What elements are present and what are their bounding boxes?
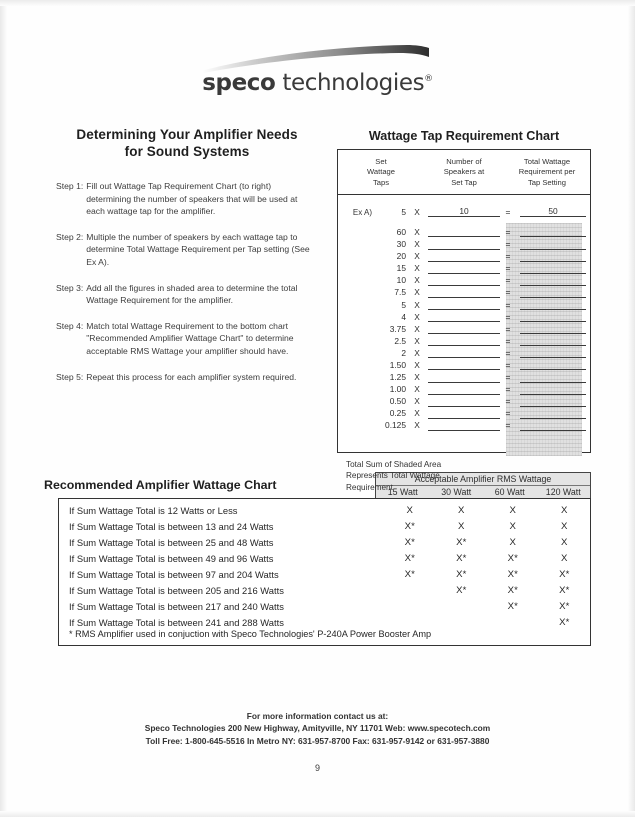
- speakers-input-field[interactable]: [428, 275, 500, 286]
- tap-row: [338, 371, 590, 383]
- speakers-value: [428, 396, 500, 407]
- table-row: [59, 566, 590, 582]
- footer-note-line: Represents Total Wattage: [346, 471, 440, 481]
- tap-row: [338, 262, 590, 274]
- total-value: [520, 384, 586, 395]
- registered-mark-icon: ®: [424, 74, 433, 84]
- table-row: [59, 550, 590, 566]
- cell-120w: X*: [559, 617, 570, 629]
- equals-symbol: =: [505, 384, 511, 395]
- multiply-symbol: X: [414, 275, 420, 286]
- tap-value: 3.75: [389, 323, 406, 334]
- cell-60w: X*: [507, 552, 518, 564]
- tap-value: 0.25: [389, 408, 406, 419]
- cell-30w: X*: [456, 552, 467, 564]
- speakers-input-field[interactable]: [428, 323, 500, 334]
- step-item: [56, 231, 318, 269]
- tap-row: [338, 407, 590, 419]
- scan-edge-right: [628, 0, 635, 817]
- multiply-symbol: X: [414, 311, 420, 322]
- cell-30w: X*: [456, 536, 467, 548]
- tap-value: 2: [401, 347, 406, 358]
- example-speakers-field: [428, 206, 500, 217]
- multiply-symbol: X: [414, 396, 420, 407]
- cell-60w: X*: [507, 568, 518, 580]
- cell-60w: X: [509, 504, 516, 516]
- cell-120w: X: [561, 552, 568, 564]
- cell-15w: X*: [404, 520, 415, 532]
- cell-120w: X: [561, 536, 568, 548]
- step-label: Step 4:: [56, 320, 84, 331]
- page-footer: [0, 710, 635, 747]
- equals-symbol: =: [505, 396, 511, 407]
- speakers-value: [428, 347, 500, 358]
- speakers-value: [428, 239, 500, 250]
- speakers-value: [428, 226, 500, 237]
- tap-chart-footer-note: [346, 459, 496, 493]
- multiply-symbol: X: [414, 323, 420, 334]
- company-logo: [0, 44, 635, 96]
- tap-chart-header-row: [338, 150, 590, 195]
- tap-value: 1.25: [389, 372, 406, 383]
- equals-symbol: =: [505, 420, 511, 431]
- header-total-wattage: [504, 157, 590, 188]
- total-value: [520, 287, 586, 298]
- recommended-chart-title: Recommended Amplifier Wattage Chart: [44, 478, 277, 492]
- tap-value: 10: [396, 275, 406, 286]
- equals-symbol: =: [505, 251, 511, 262]
- total-input-field[interactable]: [516, 226, 590, 237]
- speakers-value: [428, 323, 500, 334]
- page-title-line1: Determining Your Amplifier Needs: [76, 127, 298, 142]
- tap-value: 1.00: [389, 384, 406, 395]
- total-input-field[interactable]: [516, 359, 590, 370]
- header-line: Set: [375, 157, 387, 166]
- speakers-value: [428, 384, 500, 395]
- speakers-value: [428, 275, 500, 286]
- total-input-field[interactable]: [516, 372, 590, 383]
- multiply-symbol: X: [414, 359, 420, 370]
- step-label: Step 1:: [56, 181, 84, 191]
- cell-60w: X: [509, 536, 516, 548]
- row-description: If Sum Wattage Total is between 25 and 48 Watts: [69, 536, 274, 548]
- rms-column-header-120w: 120 Watt: [545, 487, 581, 497]
- multiply-symbol: X: [414, 263, 420, 274]
- total-value: [520, 239, 586, 250]
- cell-60w: X: [509, 520, 516, 532]
- equals-symbol: =: [505, 347, 511, 358]
- total-value: [520, 311, 586, 322]
- speakers-input-field[interactable]: [428, 335, 500, 346]
- example-total-field: [516, 206, 590, 217]
- total-value: [520, 323, 586, 334]
- total-value: [520, 299, 586, 310]
- row-description: If Sum Wattage Total is 12 Watts or Less: [69, 504, 238, 516]
- speakers-value: [428, 311, 500, 322]
- multiply-symbol: X: [414, 299, 420, 310]
- example-label: Ex A): [352, 207, 372, 217]
- equals-symbol: =: [505, 206, 511, 217]
- equals-symbol: =: [505, 311, 511, 322]
- table-row: [59, 599, 590, 615]
- total-value: [520, 359, 586, 370]
- total-input-field[interactable]: [516, 287, 590, 298]
- row-description: If Sum Wattage Total is between 205 and 216 Watts: [69, 585, 284, 597]
- scan-edge-bottom: [0, 811, 635, 817]
- total-value: [520, 396, 586, 407]
- tap-value: 15: [396, 263, 406, 274]
- table-row: [59, 534, 590, 550]
- example-speakers-value: 10: [428, 206, 500, 217]
- total-input-field[interactable]: [516, 251, 590, 262]
- step-label: Step 2:: [56, 231, 84, 242]
- logo-speco: speco: [202, 70, 276, 96]
- page-title-line2: for Sound Systems: [124, 144, 250, 159]
- multiply-symbol: X: [414, 408, 420, 419]
- cell-120w: X*: [559, 585, 570, 597]
- cell-30w: X: [458, 520, 465, 532]
- example-total-value: 50: [520, 206, 586, 217]
- row-description: If Sum Wattage Total is between 49 and 96 Watts: [69, 552, 274, 564]
- row-description: If Sum Wattage Total is between 241 and 288 Watts: [69, 617, 284, 629]
- total-input-field[interactable]: [516, 408, 590, 419]
- table-row: [59, 502, 590, 518]
- footer-line-2: Speco Technologies 200 New Highway, Amityville, NY 11701 Web: www.specotech.com: [144, 723, 491, 734]
- equals-symbol: =: [505, 287, 511, 298]
- tap-row: [338, 250, 590, 262]
- speakers-input-field[interactable]: [428, 384, 500, 395]
- equals-symbol: =: [505, 372, 511, 383]
- header-line: Tap Setting: [528, 177, 566, 187]
- scan-edge-left: [0, 0, 7, 817]
- logo-wordmark: [0, 70, 635, 96]
- speakers-input-field[interactable]: [428, 396, 500, 407]
- instructions-column: [56, 126, 318, 396]
- speakers-input-field[interactable]: [428, 311, 500, 322]
- step-text: Add all the figures in shaded area to determine the total Wattage Requirement for the amplifier.: [86, 282, 298, 306]
- cell-120w: X: [561, 504, 568, 516]
- cell-120w: X: [561, 520, 568, 532]
- tap-row: [338, 335, 590, 347]
- tap-row: [338, 226, 590, 238]
- equals-symbol: =: [505, 275, 511, 286]
- tap-row: [338, 311, 590, 323]
- tap-row: [338, 238, 590, 250]
- equals-symbol: =: [505, 299, 511, 310]
- equals-symbol: =: [505, 239, 511, 250]
- step-item: [56, 180, 318, 218]
- multiply-symbol: X: [414, 335, 420, 346]
- recommended-amplifier-wattage-table: [58, 498, 591, 646]
- total-value: [520, 275, 586, 286]
- header-line: Set Tap: [451, 177, 477, 187]
- total-input-field[interactable]: [516, 263, 590, 274]
- logo-technologies: technologies: [275, 70, 425, 96]
- cell-60w: X*: [507, 585, 518, 597]
- rms-column-header-15w: 15 Watt: [387, 487, 418, 497]
- total-value: [520, 372, 586, 383]
- step-text: Repeat this process for each amplifier system required.: [86, 371, 297, 382]
- rms-header-title: Acceptable Amplifier RMS Wattage: [376, 473, 590, 486]
- equals-symbol: =: [505, 323, 511, 334]
- header-set-wattage-taps: [338, 157, 424, 188]
- multiply-symbol: X: [414, 420, 420, 431]
- total-value: [520, 420, 586, 431]
- multiply-symbol: X: [414, 347, 420, 358]
- total-input-field[interactable]: [516, 396, 590, 407]
- tap-row: [338, 359, 590, 371]
- rms-column-header-30w: 30 Watt: [441, 487, 472, 497]
- step-text: Match total Wattage Requirement to the bottom chart "Recommended Amplifier Wattage Chart" to determine acceptable RMS Wattage your amplifier should have.: [86, 320, 294, 356]
- step-item: [56, 320, 318, 358]
- tap-chart-title: Wattage Tap Requirement Chart: [368, 129, 560, 143]
- footer-note-line: Requirement: [346, 482, 393, 492]
- total-value: [520, 347, 586, 358]
- step-text: Fill out Wattage Tap Requirement Chart (to right) determining the number of speakers that will be used at each wattage tap for the amplifier.: [86, 181, 298, 217]
- multiply-symbol: X: [414, 226, 420, 237]
- speakers-input-field[interactable]: [428, 299, 500, 310]
- header-line: Speakers at: [443, 167, 485, 177]
- speakers-input-field[interactable]: [428, 359, 500, 370]
- equals-symbol: =: [505, 226, 511, 237]
- tap-value: 7.5: [394, 287, 406, 298]
- tap-row-example: [338, 195, 590, 218]
- scan-edge-top: [0, 0, 635, 6]
- speakers-value: [428, 420, 500, 431]
- multiply-symbol: X: [414, 239, 420, 250]
- tap-row: [338, 286, 590, 298]
- total-input-field[interactable]: [516, 335, 590, 346]
- total-input-field[interactable]: [516, 311, 590, 322]
- speakers-value: [428, 263, 500, 274]
- multiply-symbol: X: [414, 384, 420, 395]
- step-item: [56, 282, 318, 307]
- total-value: [520, 226, 586, 237]
- tap-row: [338, 383, 590, 395]
- cell-30w: X*: [456, 585, 467, 597]
- speakers-input-field[interactable]: [428, 226, 500, 237]
- speakers-input-field[interactable]: [428, 287, 500, 298]
- row-description: If Sum Wattage Total is between 97 and 204 Watts: [69, 568, 279, 580]
- footnote: * RMS Amplifier used in conjuction with Speco Technologies' P-240A Power Booster Amp: [69, 629, 432, 639]
- tap-row: [338, 274, 590, 286]
- header-line: Number of: [446, 157, 482, 166]
- table-row: [59, 582, 590, 598]
- tap-value: 60: [396, 226, 406, 237]
- speakers-input-field[interactable]: [428, 347, 500, 358]
- tap-row: [338, 298, 590, 310]
- page-number: 9: [314, 763, 320, 773]
- speakers-value: [428, 408, 500, 419]
- page-title: [56, 126, 318, 160]
- tap-row: [338, 347, 590, 359]
- equals-symbol: =: [505, 408, 511, 419]
- footer-note-line: Total Sum of Shaded Area: [346, 459, 442, 469]
- multiply-symbol: X: [414, 206, 420, 217]
- tap-row: [338, 395, 590, 407]
- tap-value: 2.5: [394, 335, 406, 346]
- tap-value: 0.50: [389, 396, 406, 407]
- cell-30w: X: [458, 504, 465, 516]
- multiply-symbol: X: [414, 287, 420, 298]
- speakers-input-field[interactable]: [428, 251, 500, 262]
- cell-15w: X*: [404, 568, 415, 580]
- cell-120w: X*: [559, 601, 570, 613]
- total-value: [520, 251, 586, 262]
- tap-value: 20: [396, 251, 406, 262]
- total-input-field[interactable]: [516, 299, 590, 310]
- example-tap-value: 5: [401, 206, 406, 217]
- tap-value: 0.125: [385, 420, 406, 431]
- cell-15w: X*: [404, 552, 415, 564]
- rms-column-header-60w: 60 Watt: [494, 487, 525, 497]
- cell-60w: X*: [507, 601, 518, 613]
- cell-30w: X*: [456, 568, 467, 580]
- footer-line-1: For more information contact us at:: [246, 711, 389, 721]
- total-value: [520, 263, 586, 274]
- header-line: Requirement per: [518, 167, 576, 177]
- tap-row: [338, 419, 590, 431]
- tap-value: 5: [401, 299, 406, 310]
- steps-list: [56, 180, 318, 383]
- speakers-input-field[interactable]: [428, 420, 500, 431]
- total-value: [520, 335, 586, 346]
- speakers-input-field[interactable]: [428, 408, 500, 419]
- total-input-field[interactable]: [516, 384, 590, 395]
- cell-15w: X*: [404, 536, 415, 548]
- header-number-of-speakers: [424, 157, 504, 188]
- table-row: [59, 518, 590, 534]
- header-line: Wattage: [367, 167, 395, 177]
- cell-120w: X*: [559, 568, 570, 580]
- step-item: [56, 371, 318, 384]
- total-input-field[interactable]: [516, 420, 590, 431]
- total-input-field[interactable]: [516, 275, 590, 286]
- equals-symbol: =: [505, 335, 511, 346]
- tap-value: 4: [401, 311, 406, 322]
- step-label: Step 3:: [56, 282, 84, 293]
- speakers-value: [428, 359, 500, 370]
- speakers-value: [428, 251, 500, 262]
- step-label: Step 5:: [56, 371, 84, 382]
- speakers-value: [428, 372, 500, 383]
- row-description: If Sum Wattage Total is between 13 and 24 Watts: [69, 520, 274, 532]
- speakers-value: [428, 335, 500, 346]
- header-line: Total Wattage: [523, 157, 571, 166]
- tap-value: 1.50: [389, 359, 406, 370]
- step-text: Multiple the number of speakers by each wattage tap to determine Total Wattage Requirement per Tap setting (See Ex A).: [86, 231, 310, 267]
- multiply-symbol: X: [414, 372, 420, 383]
- tap-value: 30: [396, 239, 406, 250]
- total-input-field[interactable]: [516, 239, 590, 250]
- speakers-input-field[interactable]: [428, 239, 500, 250]
- cell-15w: X: [406, 504, 413, 516]
- equals-symbol: =: [505, 263, 511, 274]
- footer-line-3: Toll Free: 1-800-645-5516 In Metro NY: 631-957-8700 Fax: 631-957-9142 or 631-957-3880: [145, 735, 490, 746]
- speakers-value: [428, 299, 500, 310]
- speakers-value: [428, 287, 500, 298]
- header-line: Taps: [372, 177, 390, 187]
- total-input-field[interactable]: [516, 347, 590, 358]
- total-input-field[interactable]: [516, 323, 590, 334]
- total-value: [520, 408, 586, 419]
- multiply-symbol: X: [414, 251, 420, 262]
- speakers-input-field[interactable]: [428, 263, 500, 274]
- row-description: If Sum Wattage Total is between 217 and 240 Watts: [69, 601, 284, 613]
- speakers-input-field[interactable]: [428, 372, 500, 383]
- tap-row: [338, 323, 590, 335]
- equals-symbol: =: [505, 359, 511, 370]
